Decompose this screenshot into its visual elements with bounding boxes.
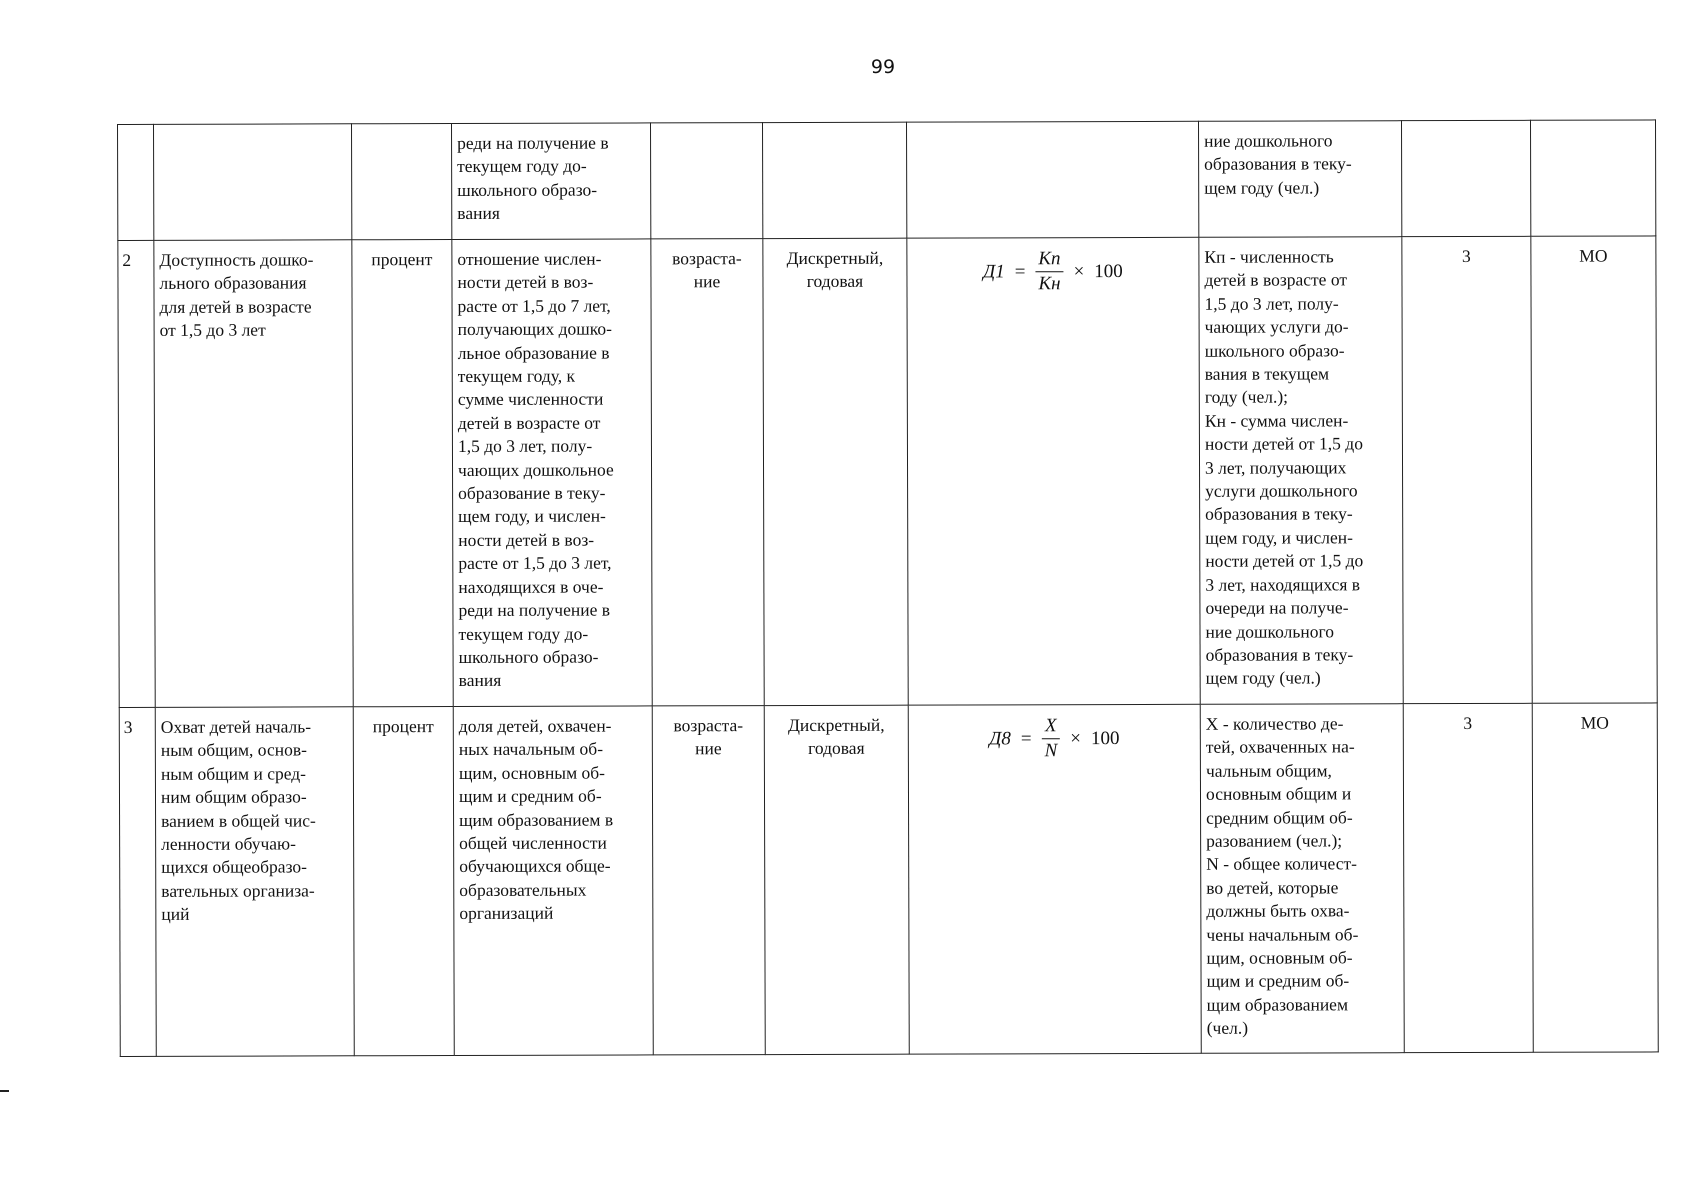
- variables-cell: ние дошкольного образования в теку- щем году (чел.): [1198, 121, 1401, 238]
- formula-numerator: Кп: [1035, 248, 1063, 272]
- formula-equals: =: [1020, 728, 1032, 750]
- indicator-table: [117, 119, 1659, 1057]
- responsible-cell: МО: [1532, 703, 1658, 1052]
- table-row: [118, 120, 1656, 241]
- formula-denominator: N: [1044, 740, 1058, 762]
- unit-cell: процент: [353, 707, 454, 1056]
- trend-cell: возраста- ние: [652, 706, 765, 1055]
- row-number-cell: 3: [119, 707, 156, 1056]
- definition-cell: реди на получение в текущем году до- школьного образо- вания: [452, 123, 651, 240]
- indicator-type-cell: [762, 122, 906, 238]
- method-cell: [1401, 120, 1530, 236]
- indicator-name-cell: Охват детей началь- ным общим, основ- ным общим и сред- ним общим образо- ванием в общей чис- ленности обучаю- щихся общеобразо- вательных организа- ций: [155, 707, 354, 1057]
- margin-mark: [0, 1090, 9, 1092]
- unit-cell: [352, 124, 452, 240]
- row-number-cell: 2: [118, 240, 155, 707]
- variables-cell: X - количество де- тей, охваченных на- чальным общим, основным общим и средним общим об- разованием (чел.); N - общее количест- во детей, которые должны быть охва- чены начальным об- щим, основным об- щим и средним об- щим образованием (чел.): [1200, 704, 1404, 1054]
- row-number-cell: [118, 124, 154, 240]
- formula: [914, 713, 1195, 763]
- formula-cell: [908, 704, 1201, 1054]
- formula-times: ×: [1073, 260, 1085, 282]
- formula-cell: [906, 121, 1198, 238]
- method-cell: 3: [1402, 236, 1532, 703]
- formula-cell: [907, 237, 1200, 705]
- formula-denominator: Кн: [1038, 273, 1061, 295]
- variables-cell: Кп - численность детей в возрасте от 1,5 до 3 лет, полу- чающих услуги до- школьного образо- вания в текущем году (чел.); Кн - сумма числен- ности детей от 1,5 до 3 лет, получающих услуги дошкольного образования в теку- щем году, и числен- ности детей от 1,5 до 3 лет, находящихся в очереди на получе- ние дошкольного образования в теку- щем году (чел.): [1199, 237, 1403, 705]
- table-row: [119, 703, 1658, 1057]
- definition-cell: отношение числен- ности детей в воз- расте от 1,5 до 7 лет, получающих дошко- льное образование в текущем году, к сумме численности детей в возрасте от 1,5 до 3 лет, полу- чающих дошкольное образование в теку- щем году, и числен- ности детей в воз- расте от 1,5 до 3 лет, находящихся в оче- реди на получение в текущем году до- школьного образо- вания: [452, 239, 652, 707]
- trend-cell: [650, 123, 762, 239]
- unit-cell: процент: [352, 240, 453, 707]
- formula-equals: =: [1014, 261, 1026, 283]
- page-number: 99: [870, 56, 896, 78]
- indicator-table-sheet: [117, 119, 1658, 1057]
- formula-factor: 100: [1090, 727, 1120, 749]
- indicator-name-cell: Доступность дошко- льного образования для детей в возрасте от 1,5 до 3 лет: [154, 240, 353, 708]
- indicator-type-cell: Дискретный, годовая: [763, 238, 908, 705]
- indicator-name-cell: [154, 124, 352, 241]
- responsible-cell: МО: [1531, 236, 1657, 703]
- trend-cell: возраста- ние: [651, 239, 764, 706]
- definition-cell: доля детей, охвачен- ных начальным об- щим, основным об- щим и средним об- щим образованием в общей численности обучающихся обще- образовательных организаций: [453, 706, 653, 1056]
- table-row: [118, 236, 1657, 708]
- formula-times: ×: [1070, 727, 1081, 749]
- responsible-cell: [1530, 120, 1655, 236]
- formula: [912, 246, 1193, 296]
- method-cell: 3: [1403, 703, 1533, 1052]
- formula-fraction: [1041, 715, 1060, 762]
- formula-numerator: X: [1042, 715, 1060, 739]
- formula-lhs: Д1: [983, 261, 1005, 283]
- formula-lhs: Д8: [989, 728, 1011, 750]
- formula-factor: 100: [1094, 260, 1123, 282]
- formula-fraction: [1035, 248, 1063, 295]
- indicator-type-cell: Дискретный, годовая: [764, 705, 909, 1054]
